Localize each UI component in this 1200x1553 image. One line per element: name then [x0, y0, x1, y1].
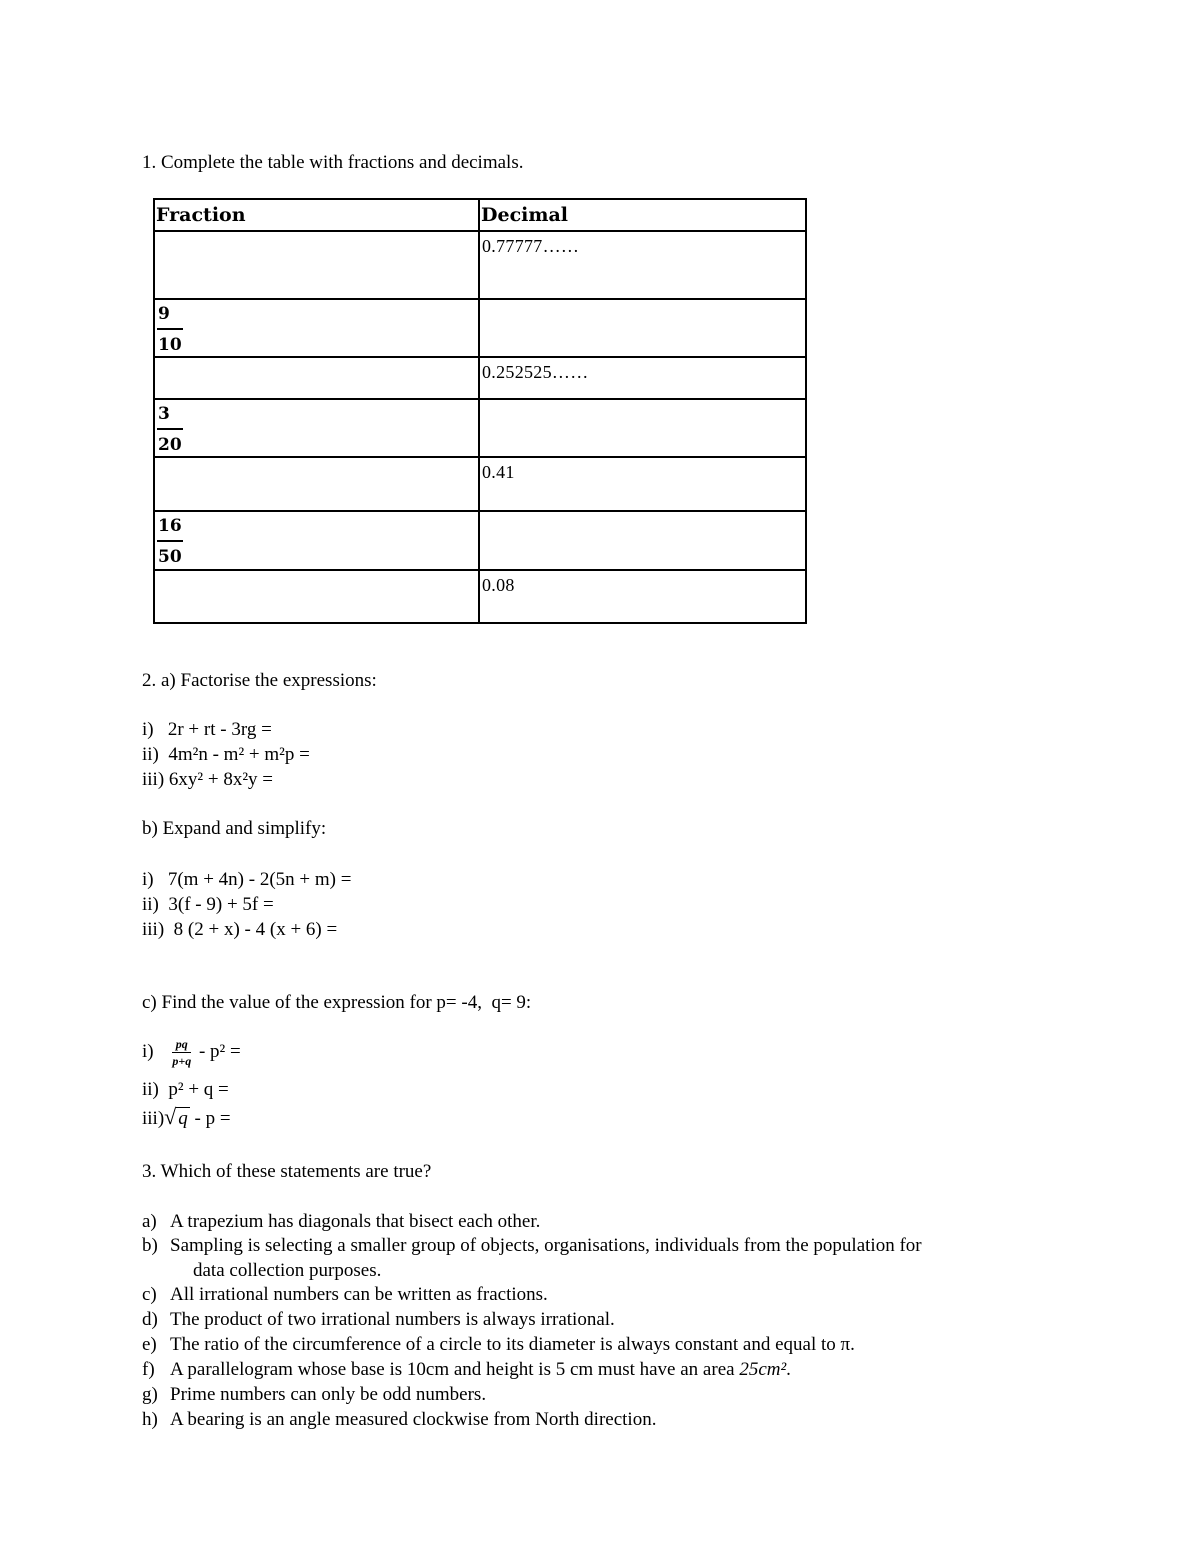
statement-label: b): [142, 1235, 158, 1256]
table-row: [154, 457, 806, 511]
table-row: [154, 231, 806, 299]
statement-text: The product of two irrational numbers is always irrational.: [170, 1309, 615, 1330]
expand-item: ii) 3(f - 9) + 5f =: [142, 894, 274, 915]
fraction-cell[interactable]: [154, 231, 479, 299]
table-row: [154, 399, 806, 457]
fraction-cell: [154, 399, 479, 457]
statement-item: [142, 1335, 855, 1354]
statement-item: [142, 1360, 791, 1379]
header-fraction: Fraction: [154, 199, 479, 231]
evaluate-item-ii: ii) p² + q =: [142, 1079, 229, 1100]
table-row: [154, 357, 806, 399]
decimal-cell[interactable]: [479, 399, 806, 457]
area-math: 25cm²: [739, 1359, 787, 1380]
fraction-cell[interactable]: [154, 570, 479, 623]
expand-item: i) 7(m + 4n) - 2(5n + m) =: [142, 869, 352, 890]
question-2b-title: b) Expand and simplify:: [142, 818, 327, 839]
statement-text: All irrational numbers can be written as fractions.: [170, 1284, 548, 1305]
statement-label: c): [142, 1284, 157, 1305]
statement-text: A parallelogram whose base is 10cm and height is 5 cm must have an area: [170, 1359, 740, 1380]
table-header-row: [154, 199, 806, 231]
statement-tail: .: [786, 1359, 791, 1380]
fraction-denominator: 50: [158, 547, 182, 567]
statement-item: [142, 1385, 486, 1404]
factorise-item: iii) 6xy² + 8x²y =: [142, 769, 273, 790]
decimal-cell: 0.08: [479, 570, 806, 623]
statement-text: The ratio of the circumference of a circle to its diameter is always constant and equal to π.: [170, 1334, 855, 1355]
statement-label: d): [142, 1309, 158, 1330]
fraction-decimal-table: [153, 198, 807, 624]
question-3-title: 3. Which of these statements are true?: [142, 1161, 432, 1182]
decimal-cell[interactable]: [479, 511, 806, 570]
fraction-numerator: 9: [157, 304, 183, 330]
decimal-cell: 0.252525……: [479, 357, 806, 399]
fraction: [157, 516, 183, 567]
fraction: [157, 404, 183, 455]
expand-item: iii) 8 (2 + x) - 4 (x + 6) =: [142, 919, 338, 940]
statement-item: [142, 1310, 615, 1329]
fraction-denominator: 10: [158, 335, 182, 355]
evaluate-item-iii: [142, 1106, 231, 1128]
fraction-cell: [154, 511, 479, 570]
fraction-cell: [154, 299, 479, 357]
statement-item: [142, 1410, 656, 1429]
decimal-cell[interactable]: [479, 299, 806, 357]
header-decimal: Decimal: [479, 199, 806, 231]
question-1-title: 1. Complete the table with fractions and decimals.: [142, 152, 524, 173]
fraction: [157, 304, 183, 355]
question-2a-title: 2. a) Factorise the expressions:: [142, 670, 377, 691]
fraction-numerator: 16: [157, 516, 183, 542]
statement-text: Prime numbers can only be odd numbers.: [170, 1384, 487, 1405]
item-label: i): [142, 1040, 154, 1062]
fraction-numerator: 3: [157, 404, 183, 430]
pq-over-p-plus-q-fraction: [172, 1038, 191, 1067]
factorise-item: ii) 4m²n - m² + m²p =: [142, 744, 310, 765]
factorise-item: i) 2r + rt - 3rg =: [142, 719, 272, 740]
statement-text: Sampling is selecting a smaller group of objects, organisations, individuals from the population for: [170, 1235, 922, 1256]
statement-label: f): [142, 1359, 155, 1380]
statement-text: A trapezium has diagonals that bisect each other.: [170, 1211, 541, 1232]
statement-text: A bearing is an angle measured clockwise from North direction.: [170, 1409, 657, 1430]
evaluate-item-i: [142, 1038, 241, 1067]
fraction-denominator: 20: [158, 435, 182, 455]
question-2c-title: c) Find the value of the expression for p= -4, q= 9:: [142, 992, 532, 1013]
decimal-cell: 0.41: [479, 457, 806, 511]
square-root: [164, 1104, 190, 1129]
statement-item: [142, 1212, 540, 1231]
fraction-numerator: pq: [172, 1038, 191, 1053]
statement-label: g): [142, 1384, 158, 1405]
decimal-cell: 0.77777……: [479, 231, 806, 299]
table-row: [154, 570, 806, 623]
expression-tail: - p =: [189, 1108, 231, 1129]
table-row: [154, 299, 806, 357]
radicand: q: [178, 1108, 188, 1129]
table-row: [154, 511, 806, 570]
statement-label: h): [142, 1409, 158, 1430]
statement-continuation: data collection purposes.: [193, 1260, 382, 1281]
fraction-denominator: p+q: [172, 1054, 192, 1068]
statement-label: e): [142, 1334, 157, 1355]
statement-label: a): [142, 1211, 157, 1232]
fraction-cell[interactable]: [154, 357, 479, 399]
item-label: iii): [142, 1108, 165, 1129]
expression-tail: - p² =: [194, 1040, 241, 1062]
radical-sign-icon: √: [164, 1104, 177, 1129]
statement-item: [142, 1285, 548, 1304]
fraction-cell[interactable]: [154, 457, 479, 511]
statement-item: [142, 1236, 922, 1255]
